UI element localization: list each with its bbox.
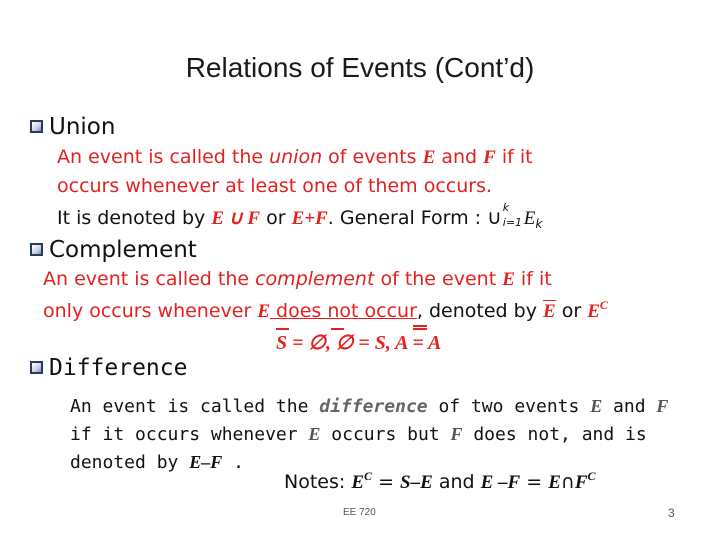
difference-line-2 — [70, 424, 647, 445]
union-heading — [30, 114, 115, 140]
complement-heading — [30, 237, 197, 263]
text: = — [372, 471, 401, 493]
text: occurs but — [320, 424, 451, 445]
var-e: E — [590, 396, 603, 416]
text: An event is called the — [70, 396, 320, 417]
text: of events — [322, 146, 423, 168]
complement-line-1 — [43, 268, 552, 291]
subscript-k: k — [535, 217, 543, 231]
var-f: F — [483, 147, 496, 168]
union-line-3 — [57, 201, 543, 231]
page-number: 3 — [668, 506, 675, 520]
complement-label: Complement — [49, 237, 197, 263]
text: . — [327, 207, 334, 229]
text: = — [520, 471, 549, 493]
var-f: F — [450, 424, 463, 444]
checkbox-bullet-icon — [30, 120, 43, 133]
difference-line-3 — [70, 452, 244, 473]
text: denoted by — [70, 452, 190, 473]
text: It is denoted by — [57, 207, 212, 229]
text: of two events — [427, 396, 591, 417]
var-e: E — [351, 472, 365, 493]
lower-limit: i=1 — [502, 216, 523, 229]
superscript-c: C — [599, 298, 608, 312]
expr-sum: E+F — [291, 208, 328, 229]
var-e: E — [257, 301, 271, 322]
intersection-symbol: ∩ — [560, 471, 575, 493]
complement-formula: S = ∅, ∅ = S, A = A — [276, 332, 442, 354]
checkbox-bullet-icon — [30, 243, 43, 256]
text: does not occur — [270, 300, 417, 322]
text: does not, and is — [462, 424, 647, 445]
text: if it — [495, 146, 533, 168]
text: , denoted by — [416, 300, 543, 322]
double-overline-a — [413, 325, 427, 327]
difference-heading — [30, 355, 187, 381]
text: General Form : — [333, 207, 488, 229]
expr-e-minus-f: E –F — [480, 472, 521, 493]
e-c: E — [587, 301, 600, 322]
expr-difference: E–F — [189, 452, 223, 472]
var-e: E — [308, 424, 321, 444]
text: and — [602, 396, 657, 417]
text: only occurs whenever — [43, 300, 258, 322]
text: An event is called the — [43, 268, 256, 290]
text: or — [555, 300, 588, 322]
overline-s — [276, 328, 289, 330]
slide-title: Relations of Events (Cont’d) — [185, 52, 535, 83]
var-e: E — [502, 269, 515, 290]
union-limits — [502, 201, 524, 229]
text: . — [222, 452, 244, 473]
difference-line-1 — [70, 396, 668, 417]
text: or — [260, 207, 292, 229]
var-e: E — [422, 147, 436, 168]
text: An event is called the — [57, 146, 270, 168]
difference-label: Difference — [49, 355, 188, 381]
text: and — [432, 471, 481, 493]
union-line-2: occurs whenever at least one of them occurs. — [57, 175, 493, 197]
superscript-c: C — [587, 469, 596, 483]
big-union-symbol: ∪ — [487, 205, 502, 229]
text: and — [435, 146, 484, 168]
notes-label: Notes: — [284, 471, 352, 493]
checkbox-bullet-icon — [30, 361, 43, 374]
expr-s-minus-e: S–E — [400, 472, 433, 493]
superscript-c: C — [364, 469, 373, 483]
text: if it — [514, 268, 552, 290]
text: of the event — [374, 268, 503, 290]
var-f: F — [574, 472, 588, 493]
expr-union: E ∪ F — [211, 208, 261, 229]
text: if it occurs whenever — [70, 424, 309, 445]
var-e: E — [548, 472, 561, 493]
union-line-1 — [57, 146, 533, 169]
overline-a — [413, 328, 427, 330]
course-footer: EE 720 — [343, 507, 376, 518]
term-complement: complement — [255, 268, 375, 290]
e-k: E — [523, 208, 536, 229]
complement-line-2 — [43, 298, 608, 323]
difference-notes — [284, 469, 596, 494]
term-union: union — [269, 146, 323, 168]
term-difference: difference — [319, 396, 428, 417]
union-label: Union — [49, 114, 116, 140]
var-f: F — [656, 396, 669, 416]
upper-limit: k — [502, 201, 510, 214]
overline-empty — [331, 328, 344, 330]
e-bar: $\overline{E}$ — [543, 301, 556, 322]
